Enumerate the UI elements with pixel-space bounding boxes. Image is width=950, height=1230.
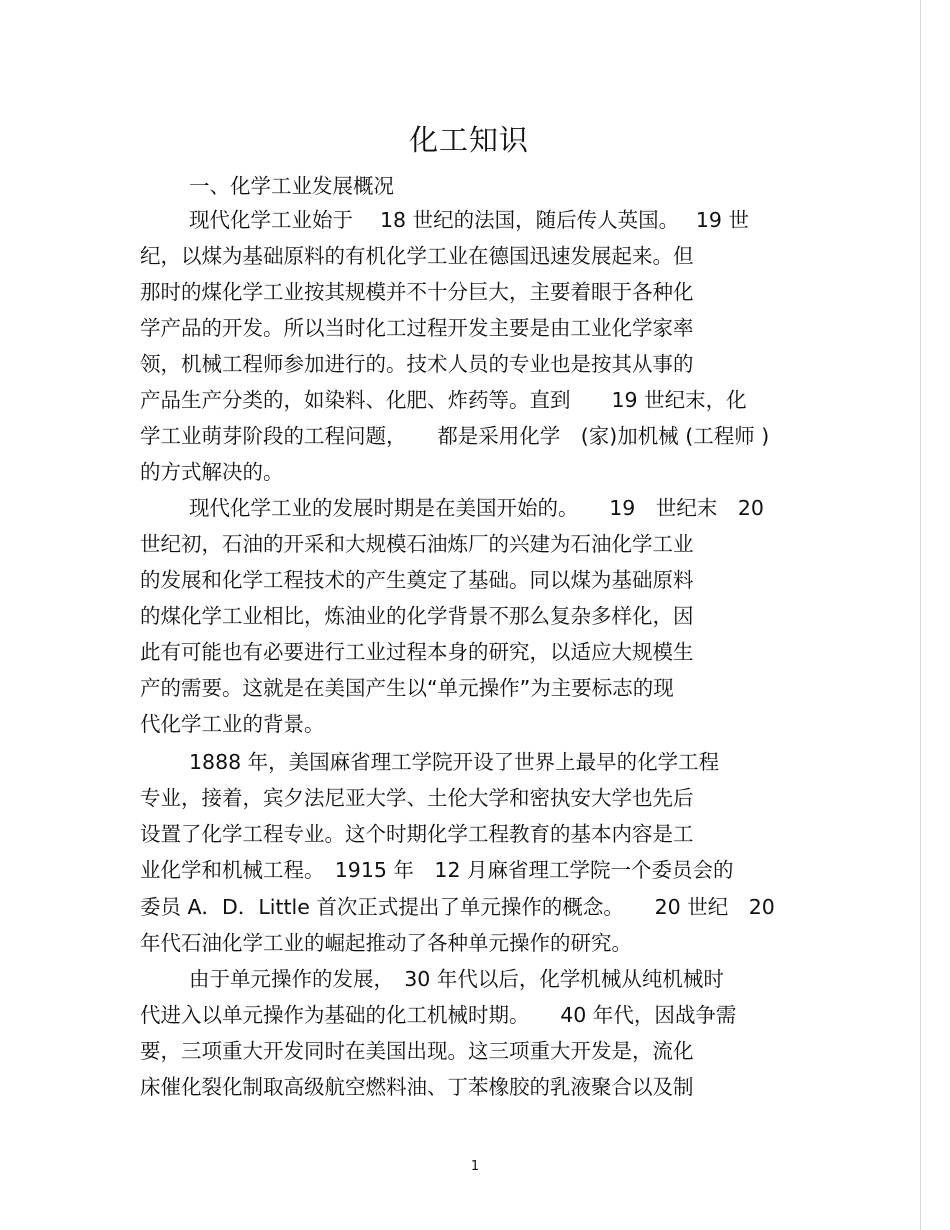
paragraph-line: 产的需要。这就是在美国产生以“单元操作”为主要标志的现 xyxy=(140,676,674,700)
paragraph-line: 代化学工业的背景。 xyxy=(140,712,325,736)
paragraph-line: 年代石油化学工业的崛起推动了各种单元操作的研究。 xyxy=(140,931,632,955)
paragraph-line: 委员 A．D．Little 首次正式提出了单元操作的概念。 20 世纪 20 xyxy=(140,895,775,919)
paragraph-line: 现代化学工业的发展时期是在美国开始的。 19 世纪末 20 xyxy=(189,496,764,520)
paragraph-line: 要，三项重大开发同时在美国出现。这三项重大开发是，流化 xyxy=(140,1039,694,1063)
section-heading: 一、化学工业发展概况 xyxy=(189,174,394,198)
paragraph-line: 现代化学工业始于 18 世纪的法国，随后传人英国。 19 世 xyxy=(189,208,749,232)
paragraph-line: 专业，接着，宾夕法尼亚大学、土伦大学和密执安大学也先后 xyxy=(140,786,694,810)
page-number: 1 xyxy=(470,1159,480,1174)
paragraph-line: 领，机械工程师参加进行的。技术人员的专业也是按其从事的 xyxy=(140,352,694,376)
paragraph-line: 世纪初，石油的开采和大规模石油炼厂的兴建为石油化学工业 xyxy=(140,532,694,556)
document-title: 化工知识 xyxy=(408,123,529,157)
paragraph-line: 纪，以煤为基础原料的有机化学工业在德国迅速发展起来。但 xyxy=(140,244,694,268)
paragraph-line: 业化学和机械工程。 1915 年 12 月麻省理工学院一个委员会的 xyxy=(140,858,734,882)
page-edge-divider xyxy=(920,0,921,1230)
paragraph-line: 1888 年，美国麻省理工学院开设了世界上最早的化学工程 xyxy=(189,750,720,774)
paragraph-line: 的发展和化学工程技术的产生奠定了基础。同以煤为基础原料 xyxy=(140,568,694,592)
paragraph-line: 设置了化学工程专业。这个时期化学工程教育的基本内容是工 xyxy=(140,822,694,846)
paragraph-line: 此有可能也有必要进行工业过程本身的研究，以适应大规模生 xyxy=(140,640,694,664)
paragraph-line: 学产品的开发。所以当时化工过程开发主要是由工业化学家率 xyxy=(140,316,694,340)
paragraph-line: 由于单元操作的发展， 30 年代以后，化学机械从纯机械时 xyxy=(189,967,724,991)
paragraph-line: 产品生产分类的，如染料、化肥、炸药等。直到 19 世纪末，化 xyxy=(140,388,747,412)
paragraph-line: 床催化裂化制取高级航空燃料油、丁苯橡胶的乳液聚合以及制 xyxy=(140,1075,694,1099)
paragraph-line: 学工业萌芽阶段的工程问题， 都是采用化学 (家)加机械 (工程师 ) xyxy=(140,424,770,448)
paragraph-line: 的方式解决的。 xyxy=(140,460,284,484)
paragraph-line: 的煤化学工业相比，炼油业的化学背景不那么复杂多样化，因 xyxy=(140,604,694,628)
paragraph-line: 代进入以单元操作为基础的化工机械时期。 40 年代，因战争需 xyxy=(140,1003,737,1027)
paragraph-line: 那时的煤化学工业按其规模并不十分巨大，主要着眼于各种化 xyxy=(140,280,694,304)
